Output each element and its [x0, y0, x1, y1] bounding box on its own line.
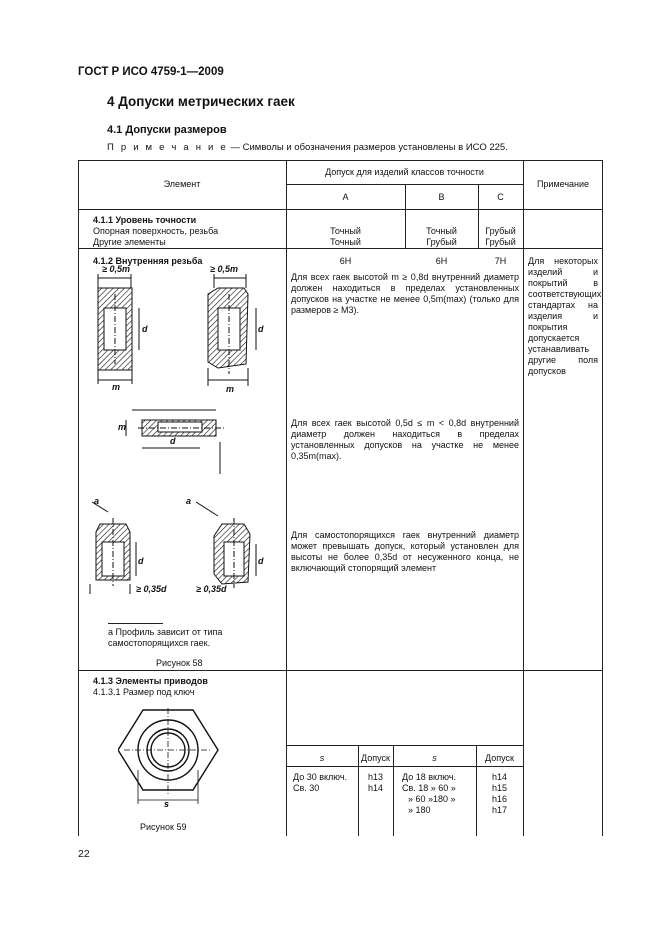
class-c: C [497, 192, 504, 202]
row-412-b: 6H [435, 256, 448, 266]
row-411-a2: Точный [330, 237, 361, 247]
subtable-col-tol-left: Допуск [361, 753, 390, 763]
fig58-label-a-2: a [186, 496, 192, 506]
row-413-sub: 4.1.3.1 Размер под ключ [93, 687, 195, 697]
row-412-text-3: Для самостопорящихся гаек внутренний диаметр может превышать допуск, который установлен для высоты не более 0,35d от несуженного конца, не включающий стопорящий элемент [291, 530, 519, 573]
fig58-label-a-1: a [94, 496, 100, 506]
col-header-element: Элемент [163, 179, 201, 189]
right-tol-4: h17 [491, 805, 508, 815]
row-412-c: 7H [494, 256, 507, 266]
row-412-remark: Для некоторых изделий и покрытий в соответствующих стандартах на изделия и покрытия допускается устанавливать другие поля допусков [528, 256, 602, 376]
col-header-tolerance: Допуск для изделий классов точности [325, 167, 484, 177]
page-number: 22 [78, 848, 90, 860]
figure-59-drawing [118, 708, 248, 808]
subtable-col-s-right: s [432, 753, 437, 763]
note [107, 142, 508, 153]
right-s-3: » 60 »180 » [408, 794, 456, 804]
subtable-col-tol-right: Допуск [485, 753, 514, 763]
left-s-1: До 30 включ. [293, 772, 348, 782]
note-text: — Символы и обозначения размеров установлены в ИСО 225. [227, 142, 508, 153]
right-s-1: До 18 включ. [402, 772, 457, 782]
right-tol-1: h14 [491, 772, 508, 782]
right-tol-2: h15 [491, 783, 508, 793]
fig58-label-m-1: m [112, 382, 121, 392]
row-411-c1: Грубый [485, 226, 516, 236]
fig58-label-05m-right: ≥ 0,5m [210, 264, 238, 274]
right-s-4: » 180 [408, 805, 431, 815]
note-prefix: П р и м е ч а н и е [107, 142, 228, 153]
figure-58-drawing [86, 264, 282, 594]
fig59-label-s: s [164, 799, 170, 808]
row-412-text-1: Для всех гаек высотой m ≥ 0,8d внутренний диаметр должен находиться в пределах установленных допусков на участке не менее 0,5m(max) (только для размеров ≥ M3). [291, 272, 519, 315]
right-tol-3: h16 [491, 794, 508, 804]
row-412-title: 4.1.2 Внутренняя резьба [93, 256, 203, 266]
row-412-a: 6H [339, 256, 352, 266]
row-411-title: 4.1.1 Уровень точности [93, 215, 197, 225]
left-tol-2: h14 [367, 783, 384, 793]
fig58-label-035d-2: ≥ 0,35d [196, 584, 227, 594]
col-header-note: Примечание [536, 179, 590, 189]
document-header: ГОСТ Р ИСО 4759-1—2009 [78, 66, 224, 78]
left-s-2: Св. 30 [293, 783, 320, 793]
row-411-b2: Грубый [426, 237, 457, 247]
fig58-label-d-5: d [258, 556, 264, 566]
fig58-label-m-2: m [226, 384, 235, 394]
left-tol-1: h13 [367, 772, 384, 782]
row-413-title: 4.1.3 Элементы приводов [93, 676, 208, 686]
row-411-c2: Грубый [485, 237, 516, 247]
section-title: 4 Допуски метрических гаек [107, 94, 295, 109]
row-411-item-1: Опорная поверхность, резьба [93, 226, 219, 236]
fig58-label-035d-1: ≥ 0,35d [136, 584, 167, 594]
fig58-label-d-1: d [142, 324, 148, 334]
figure-59-caption: Рисунок 59 [140, 822, 187, 832]
footnote: a Профиль зависит от типа самостопорящихся гаек. [108, 627, 223, 648]
fig58-label-05m-left: ≥ 0,5m [102, 264, 130, 274]
row-411-b1: Точный [426, 226, 457, 236]
fig58-label-m-3: m [118, 422, 127, 432]
fig58-label-d-4: d [138, 556, 144, 566]
figure-58-caption: Рисунок 58 [156, 658, 203, 668]
class-a: A [342, 192, 349, 202]
row-412-text-2: Для всех гаек высотой 0,5d ≤ m < 0,8d внутренний диаметр должен находиться в пределах установленных допусков на участке не менее 0,35m(max). [291, 418, 519, 461]
row-411-item-2: Другие элементы [93, 237, 166, 247]
fig58-label-d-3: d [170, 436, 176, 446]
right-s-2: Св. 18 » 60 » [402, 783, 456, 793]
subtable-col-s-left: s [319, 753, 325, 763]
subsection-title: 4.1 Допуски размеров [107, 124, 227, 136]
tolerance-table [78, 160, 603, 836]
class-b: B [438, 192, 445, 202]
fig58-label-d-2: d [258, 324, 264, 334]
row-411-a1: Точный [330, 226, 361, 236]
